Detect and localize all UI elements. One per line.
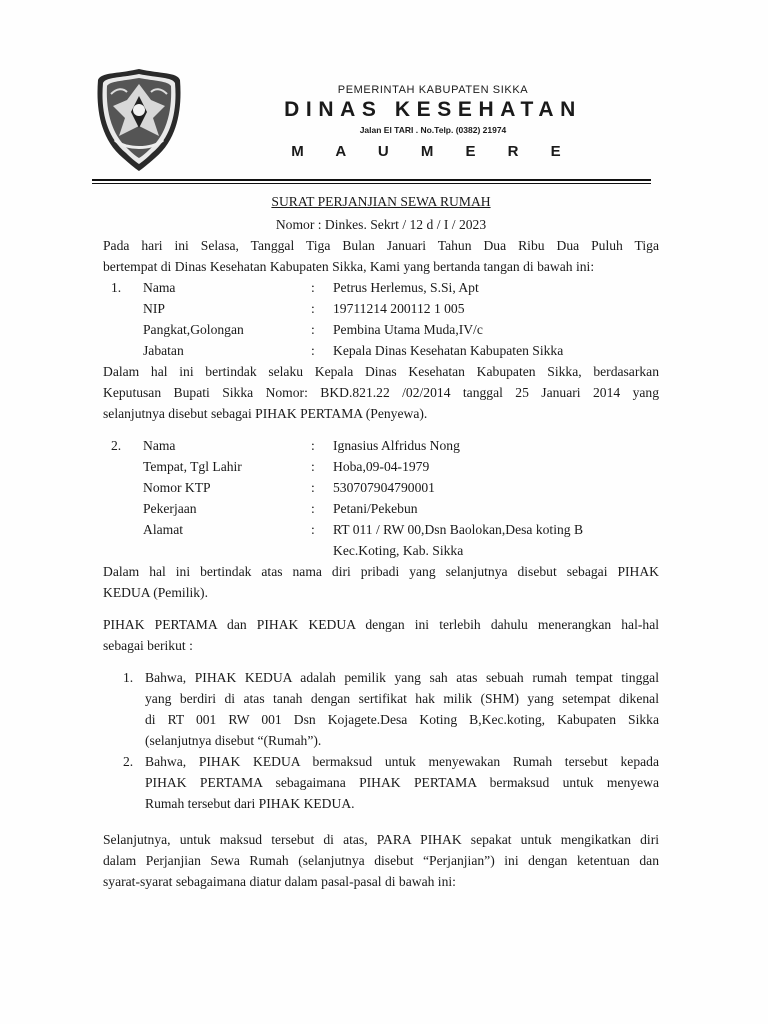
point1-number: 1. — [123, 670, 134, 685]
letterhead-divider-thick — [92, 179, 651, 181]
regency-seal-logo — [93, 66, 185, 174]
party1-nip-colon: : — [311, 301, 315, 316]
party2-ktp-value: 530707904790001 — [333, 480, 435, 495]
party1-position-label: Jabatan — [143, 343, 184, 358]
party1-position-colon: : — [311, 343, 315, 358]
party2-address-continued: Kec.Koting, Kab. Sikka — [333, 543, 464, 558]
party2-occupation-colon: : — [311, 501, 315, 516]
party1-name-colon: : — [311, 280, 315, 295]
party2-name-value: Ignasius Alfridus Nong — [333, 438, 460, 453]
letterhead-department: DINAS KESEHATAN — [284, 98, 582, 121]
party1-name-label: Nama — [143, 280, 176, 295]
party2-address-label: Alamat — [143, 522, 184, 537]
point2-line-2: PIHAK PERTAMA sebagaimana PIHAK PERTAMA bermaksud untuk menyewa — [145, 775, 659, 790]
point2-line-1: Bahwa, PIHAK KEDUA bermaksud untuk menyewakan Rumah tersebut kepada — [145, 754, 659, 769]
point1-line-1: Bahwa, PIHAK KEDUA adalah pemilik yang sah atas sebuah rumah tempat tinggal — [145, 670, 659, 685]
party1-statement-line-3: selanjutnya disebut sebagai PIHAK PERTAMA (Penyewa). — [103, 406, 428, 421]
party1-position-value: Kepala Dinas Kesehatan Kabupaten Sikka — [333, 343, 564, 358]
intro-line-1: Pada hari ini Selasa, Tanggal Tiga Bulan Januari Tahun Dua Ribu Dua Puluh Tiga — [103, 238, 659, 253]
point1-line-3: di RT 001 RW 001 Dsn Kojagete.Desa Koting B,Kec.koting, Kabupaten Sikka — [145, 712, 659, 727]
party2-statement-line-2: KEDUA (Pemilik). — [103, 585, 208, 600]
party2-occupation-label: Pekerjaan — [143, 501, 197, 516]
party1-statement-line-2: Keputusan Bupati Sikka Nomor: BKD.821.22 /02/2014 tanggal 25 Januari 2014 yang — [103, 385, 659, 400]
document-title: SURAT PERJANJIAN SEWA RUMAH — [271, 194, 491, 209]
document-number: Nomor : Dinkes. Sekrt / 12 d / I / 2023 — [275, 217, 487, 232]
party2-ktp-label: Nomor KTP — [143, 480, 211, 495]
party2-address-value: RT 011 / RW 00,Dsn Baolokan,Desa koting B — [333, 522, 584, 537]
party1-rank-label: Pangkat,Golongan — [143, 322, 244, 337]
letterhead-address: Jalan El TARI . No.Telp. (0382) 21974 — [359, 125, 507, 135]
party2-name-colon: : — [311, 438, 315, 453]
party2-birth-colon: : — [311, 459, 315, 474]
party1-rank-value: Pembina Utama Muda,IV/c — [333, 322, 483, 337]
party1-nip-label: NIP — [143, 301, 165, 316]
party2-occupation-value: Petani/Pekebun — [333, 501, 418, 516]
party2-address-colon: : — [311, 522, 315, 537]
party2-name-label: Nama — [143, 438, 176, 453]
closing-line-1: Selanjutnya, untuk maksud tersebut di atas, PARA PIHAK sepakat untuk mengikatkan diri — [103, 832, 659, 847]
closing-line-3: syarat-syarat sebagaimana diatur dalam pasal-pasal di bawah ini: — [103, 874, 456, 889]
point2-line-3: Rumah tersebut dari PIHAK KEDUA. — [145, 796, 355, 811]
preamble-line-1: PIHAK PERTAMA dan PIHAK KEDUA dengan ini terlebih dahulu menerangkan hal-hal — [103, 617, 659, 632]
letterhead-government: PEMERINTAH KABUPATEN SIKKA — [337, 84, 529, 96]
point2-number: 2. — [123, 754, 134, 769]
point1-line-4: (selanjutnya disebut “(Rumah”). — [145, 733, 322, 748]
letterhead-divider-thin — [92, 183, 651, 184]
party1-statement-line-1: Dalam hal ini bertindak selaku Kepala Dinas Kesehatan Kabupaten Sikka, berdasarkan — [103, 364, 659, 379]
party1-nip-value: 19711214 200112 1 005 — [333, 301, 465, 316]
party1-name-value: Petrus Herlemus, S.Si, Apt — [333, 280, 479, 295]
point1-line-2: yang berdiri di atas tanah dengan sertifikat hak milik (SHM) yang setempat dikenal — [145, 691, 659, 706]
party2-birth-value: Hoba,09-04-1979 — [333, 459, 430, 474]
party2-statement-line-1: Dalam hal ini bertindak atas nama diri pribadi yang selanjutnya disebut sebagai PIHAK — [103, 564, 659, 579]
preamble-line-2: sebagai berikut : — [103, 638, 193, 653]
party2-number: 2. — [111, 438, 122, 453]
intro-line-2: bertempat di Dinas Kesehatan Kabupaten Sikka, Kami yang bertanda tangan di bawah ini: — [103, 259, 595, 274]
party2-ktp-colon: : — [311, 480, 315, 495]
party1-rank-colon: : — [311, 322, 315, 337]
closing-line-2: dalam Perjanjian Sewa Rumah (selanjutnya disebut “Perjanjian”) ini dengan ketentuan dan — [103, 853, 659, 868]
party2-birth-label: Tempat, Tgl Lahir — [143, 459, 242, 474]
letterhead-city: M A U M E R E — [291, 143, 575, 160]
party1-number: 1. — [111, 280, 122, 295]
